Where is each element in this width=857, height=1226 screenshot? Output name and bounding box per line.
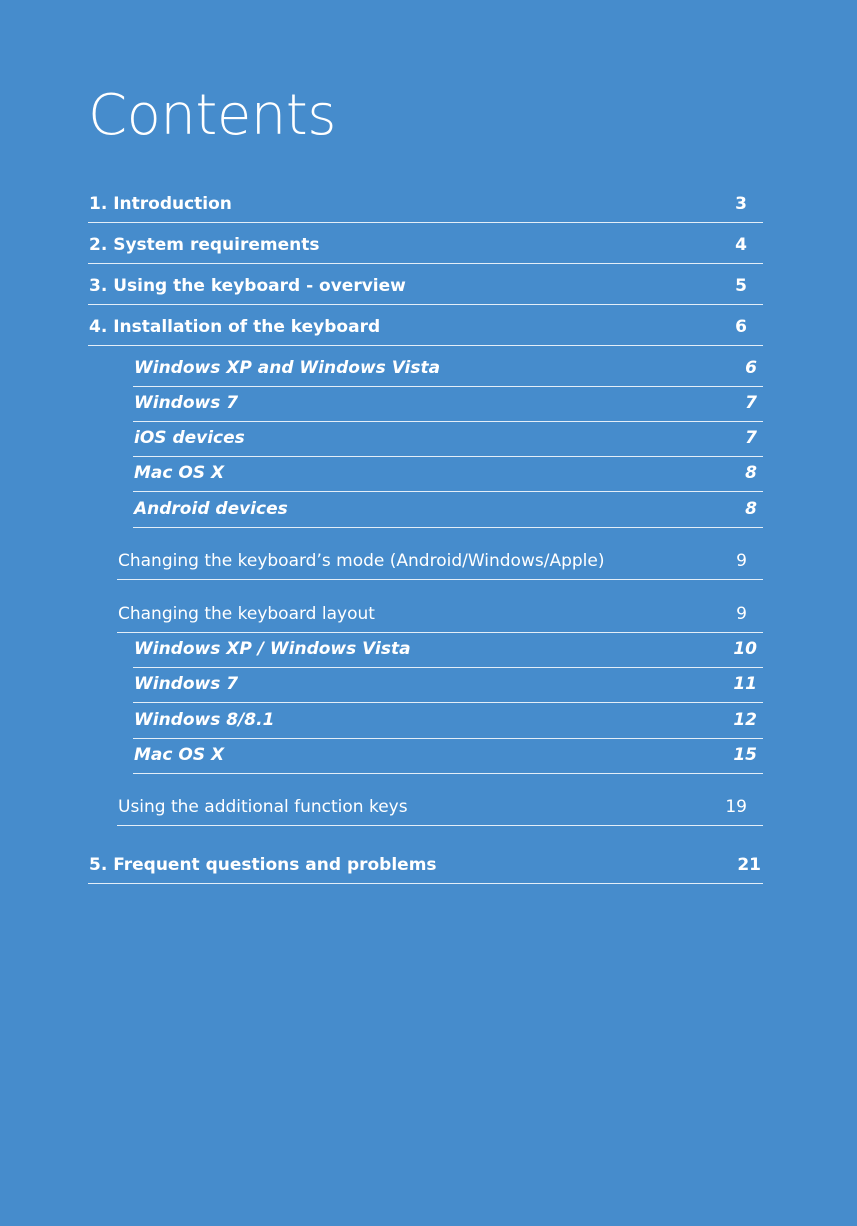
toc-entry-label: Mac OS X xyxy=(134,463,225,483)
toc-entry-label: Changing the keyboard layout xyxy=(118,604,375,624)
toc-entry-page: 21 xyxy=(737,855,761,875)
toc-entry-windows-xp-vista[interactable] xyxy=(133,346,763,387)
toc-entry-page: 19 xyxy=(725,797,747,817)
toc-entry-label: Windows XP / Windows Vista xyxy=(134,639,411,659)
toc-entry-label: iOS devices xyxy=(134,428,245,448)
toc-entry-function-keys[interactable] xyxy=(117,774,763,826)
toc-entry-changing-mode[interactable] xyxy=(117,528,763,580)
toc-entry-label: 2. System requirements xyxy=(89,235,320,255)
toc-entry-ios-devices[interactable] xyxy=(133,422,763,457)
toc-entry-page: 5 xyxy=(735,276,747,296)
toc-entry-label: Mac OS X xyxy=(134,745,225,765)
toc-entry-layout-windows-xp-vista[interactable] xyxy=(133,633,763,668)
toc-entry-label: Using the additional function keys xyxy=(118,797,408,817)
toc-entry-page: 7 xyxy=(745,428,757,448)
toc-entry-label: Android devices xyxy=(134,499,288,519)
toc-entry-page: 6 xyxy=(735,317,747,337)
toc-entry-faq[interactable] xyxy=(88,826,763,884)
toc-entry-windows-7[interactable] xyxy=(133,387,763,422)
toc-entry-page: 12 xyxy=(733,710,757,730)
toc-entry-label: Changing the keyboard’s mode (Android/Windows/Apple) xyxy=(118,551,605,571)
toc-entry-layout-windows-7[interactable] xyxy=(133,668,763,703)
toc-entry-page: 8 xyxy=(745,499,757,519)
toc-entry-page: 4 xyxy=(735,235,747,255)
toc-entry-label: Windows 7 xyxy=(134,674,239,694)
toc-entry-label: Windows 7 xyxy=(134,393,239,413)
toc-entry-page: 6 xyxy=(745,358,757,378)
toc-entry-label: 3. Using the keyboard - overview xyxy=(89,276,406,296)
toc-entry-page: 15 xyxy=(733,745,757,765)
toc-entry-page: 7 xyxy=(745,393,757,413)
toc-entry-label: 1. Introduction xyxy=(89,194,232,214)
toc-entry-page: 3 xyxy=(735,194,747,214)
toc-entry-mac-os-x[interactable] xyxy=(133,457,763,492)
toc-entry-page: 11 xyxy=(733,674,757,694)
page-title: Contents xyxy=(88,83,336,148)
toc-entry-page: 9 xyxy=(736,604,747,624)
toc-entry-using-keyboard-overview[interactable] xyxy=(88,264,763,305)
toc-entry-page: 8 xyxy=(745,463,757,483)
toc-entry-label: Windows 8/8.1 xyxy=(134,710,275,730)
toc-entry-label: 5. Frequent questions and problems xyxy=(89,855,437,875)
toc-entry-page: 10 xyxy=(733,639,757,659)
toc-entry-page: 9 xyxy=(736,551,747,571)
toc-entry-changing-layout[interactable] xyxy=(117,580,763,633)
toc-entry-label: Windows XP and Windows Vista xyxy=(134,358,441,378)
toc-entry-installation[interactable] xyxy=(88,305,763,346)
toc-entry-label: 4. Installation of the keyboard xyxy=(89,317,381,337)
toc-entry-android-devices[interactable] xyxy=(133,492,763,528)
toc-entry-system-requirements[interactable] xyxy=(88,223,763,264)
toc-entry-layout-mac-os-x[interactable] xyxy=(133,739,763,774)
toc-entry-introduction[interactable] xyxy=(88,186,763,223)
toc-entry-layout-windows-8[interactable] xyxy=(133,703,763,739)
